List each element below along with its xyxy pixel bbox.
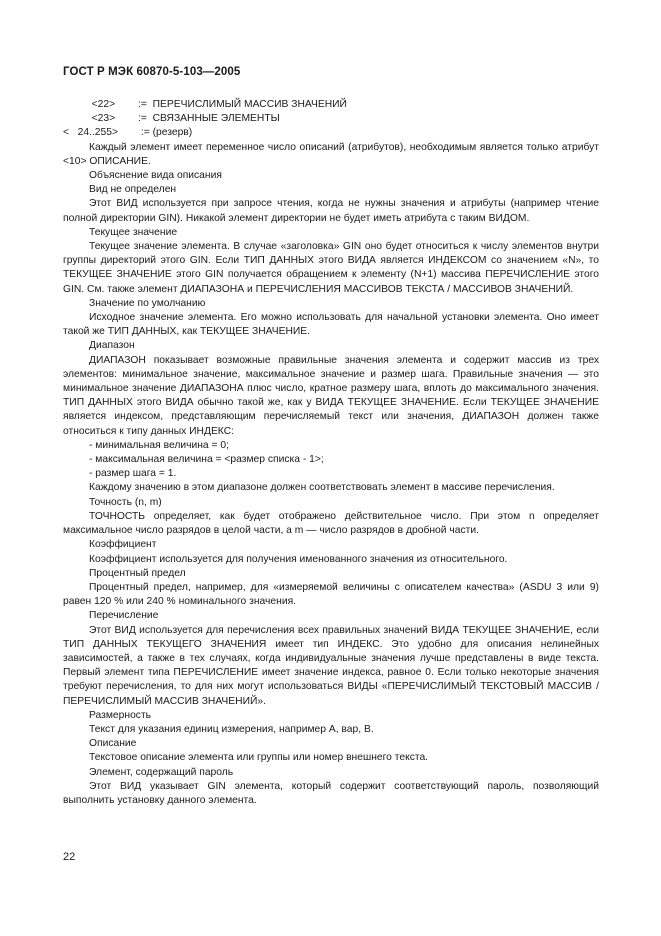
paragraph: Каждому значению в этом диапазоне должен соответствовать элемент в массиве перечисления.	[89, 482, 555, 494]
list-item: - максимальная величина = <размер списка - 1>;	[89, 454, 324, 466]
document-body	[63, 98, 599, 808]
paragraph: ДИАПАЗОН показывает возможные правильные значения элемента и содержит массив из трех элементов: минимальное значение, максимальное значение и размер шага. Правильные значения — это минимальное значение ДИАПАЗОНА плюс число, кратное размеру шага, вплоть до максимального значения. ТИП ДАННЫХ этого ВИДА обычно такой же, как у ВИДА ТЕКУЩЕЕ ЗНАЧЕНИЕ. Если ТЕКУЩЕЕ ЗНАЧЕНИЕ является индексом, представляющим перечисляемый текст или значения, ДИАПАЗОН должен также относиться к типу данных ИНДЕКС:	[63, 354, 599, 437]
paragraph: ТОЧНОСТЬ определяет, как будет отображено действительное число. При этом n определяет максимальное число разрядов в целой части, а m — число разрядов в дробной части.	[63, 510, 599, 537]
paragraph: Коэффициент используется для получения именованного значения из относительного.	[89, 553, 508, 565]
section-heading: Текущее значение	[89, 226, 178, 238]
paragraph: Этот ВИД используется при запросе чтения, когда не нужны значения и атрибуты (например чтение полной директории GIN). Никакой элемент директории не будет иметь атрибута с таким ВИДОМ.	[63, 198, 599, 224]
document-header: ГОСТ Р МЭК 60870-5-103—2005	[63, 66, 241, 78]
list-item: - размер шага = 1.	[89, 468, 177, 480]
paragraph: Текущее значение элемента. В случае «заголовка» GIN оно будет относиться к числу элементов внутри группы директорий этого GIN. Если ТИП ДАННЫХ этого ВИДА является ИНДЕКСОМ со значением «N», то ТЕКУЩЕЕ ЗНАЧЕНИЕ этого GIN получается обращением к элементу (N+1) массива ПЕРЕЧИСЛЕНИЕ этого GIN. См. также элемент ДИАПАЗОНА и ПЕРЕЧИСЛЕНИЯ МАССИВОВ ТЕКСТА / МАССИВОВ ЗНАЧЕНИЙ.	[63, 241, 599, 295]
section-heading: Значение по умолчанию	[89, 297, 206, 309]
section-heading: Перечисление	[89, 610, 159, 622]
paragraph: Текстовое описание элемента или группы или номер внешнего текста.	[89, 752, 429, 764]
enum-line-reserve: < 24..255> := (резерв)	[63, 127, 193, 139]
page-number: 22	[63, 851, 76, 863]
section-heading: Элемент, содержащий пароль	[89, 766, 234, 778]
enum-line-23: <23> := СВЯЗАННЫЕ ЭЛЕМЕНТЫ	[63, 113, 280, 125]
section-heading: Точность (n, m)	[89, 496, 162, 508]
paragraph: Исходное значение элемента. Его можно использовать для начальной установки элемента. Оно имеет такой же ТИП ДАННЫХ, как ТЕКУЩЕЕ ЗНАЧЕНИЕ.	[63, 312, 599, 338]
paragraph: Каждый элемент имеет переменное число описаний (атрибутов), необходимым является только атрибут <10> ОПИСАНИЕ.	[63, 141, 599, 167]
paragraph: Этот ВИД используется для перечисления всех правильных значений ВИДА ТЕКУЩЕЕ ЗНАЧЕНИЕ, если ТИП ДАННЫХ ТЕКУЩЕГО ЗНАЧЕНИЯ имеет тип ИНДЕКС. Это удобно для описания нелинейных зависимостей, а также в тех случаях, когда индивидуальные значения лучше представлены в виде текста. Первый элемент типа ПЕРЕЧИСЛЕНИЕ имеет значение индекса, равное 0. Если только некоторые значения требуют перечисления, то для них могут использоваться ВИДЫ «ПЕРЕЧИСЛИМЫЙ ТЕКСТОВЫЙ МАССИВ / ПЕРЕЧИСЛИМЫЙ МАССИВ ЗНАЧЕНИЙ».	[63, 624, 599, 707]
paragraph: Текст для указания единиц измерения, например А, вар, В.	[89, 723, 374, 735]
paragraph: Процентный предел, например, для «измеряемой величины с описателем качества» (ASDU 3 или 9) равен 120 % или 240 % номинального значения.	[63, 581, 599, 608]
list-item: - минимальная величина = 0;	[89, 439, 229, 451]
section-heading: Процентный предел	[89, 567, 186, 579]
section-heading: Размерность	[89, 709, 152, 721]
section-heading: Диапазон	[89, 340, 135, 352]
enum-line-22: <22> := ПЕРЕЧИСЛИМЫЙ МАССИВ ЗНАЧЕНИЙ	[63, 99, 347, 110]
paragraph: Этот ВИД указывает GIN элемента, который содержит соответствующий пароль, позволяющий выполнить установку данного элемента.	[63, 780, 599, 806]
section-heading: Объяснение вида описания	[89, 170, 222, 182]
section-heading: Вид не определен	[89, 184, 177, 196]
section-heading: Коэффициент	[89, 539, 157, 551]
section-heading: Описание	[89, 738, 137, 750]
